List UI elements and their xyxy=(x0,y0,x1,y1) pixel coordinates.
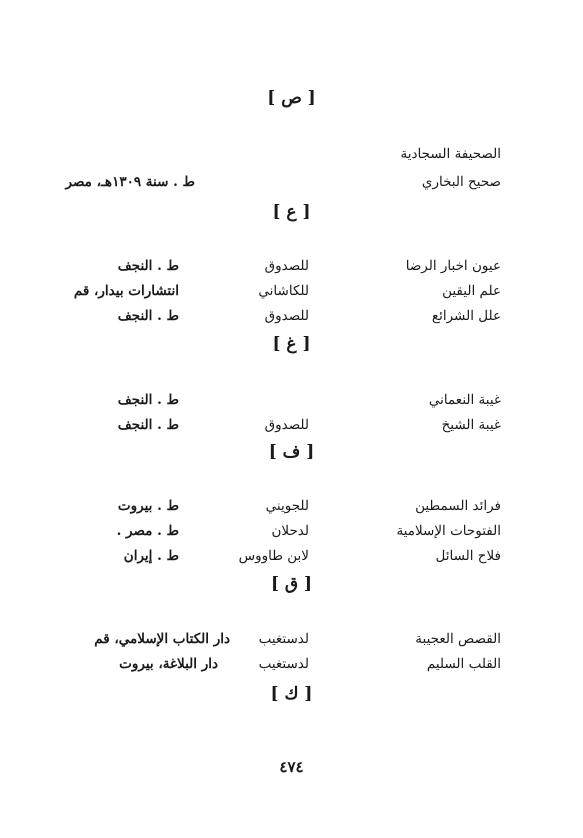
book-author: للجويني xyxy=(265,498,309,514)
book-author: للصدوق xyxy=(264,308,309,324)
book-title: غيبة النعماني xyxy=(428,392,501,408)
list-item xyxy=(0,656,583,680)
book-title: غيبة الشيخ xyxy=(441,417,501,433)
section-letter-fa: [ ف ] xyxy=(268,442,315,462)
page-number: ٤٧٤ xyxy=(279,758,304,776)
section-letter-ghain: [ غ ] xyxy=(272,334,311,354)
book-publisher: انتشارات بيدار، قم xyxy=(73,283,179,299)
book-publisher: ط . النجف xyxy=(117,258,179,274)
book-publisher: ط . النجف xyxy=(117,392,179,408)
list-item xyxy=(0,174,583,198)
book-title: علل الشرائع xyxy=(431,308,501,324)
book-publisher: ط . مصر . xyxy=(116,523,179,539)
book-publisher: دار الكتاب الإسلامي، قم xyxy=(94,631,230,647)
list-item xyxy=(0,392,583,416)
section-letter-ain: [ ع ] xyxy=(272,202,311,222)
list-item xyxy=(0,258,583,282)
book-publisher: ط . بيروت xyxy=(117,498,179,514)
book-title: صحيح البخاري xyxy=(421,174,501,190)
book-author: للصدوق xyxy=(264,417,309,433)
book-title: عيون اخبار الرضا xyxy=(405,258,501,274)
book-publisher: ط . إيران xyxy=(123,548,179,564)
book-publisher: ط . سنة ١٣٠٩هـ، مصر xyxy=(65,174,195,190)
book-title: القلب السليم xyxy=(426,656,501,672)
book-title: الصحيفة السجادية xyxy=(400,146,501,162)
list-item xyxy=(0,146,583,170)
book-author: للصدوق xyxy=(264,258,309,274)
book-author: لابن طاووس xyxy=(238,548,309,564)
book-author: لدستغيب xyxy=(258,631,309,647)
section-letter-qaf: [ ق ] xyxy=(270,574,313,594)
book-title: الفتوحات الإسلامية xyxy=(396,523,501,539)
list-item xyxy=(0,417,583,441)
book-author: لدحلان xyxy=(271,523,309,539)
book-title: فلاح السائل xyxy=(435,548,501,564)
book-title: فرائد السمطين xyxy=(415,498,501,514)
book-title: علم اليقين xyxy=(442,283,501,299)
list-item xyxy=(0,523,583,547)
section-letter-sad: [ ص ] xyxy=(267,88,316,108)
book-author: لدستغيب xyxy=(258,656,309,672)
book-publisher: ط . النجف xyxy=(117,308,179,324)
book-title: القصص العجيبة xyxy=(415,631,501,647)
list-item xyxy=(0,308,583,332)
book-publisher: ط . النجف xyxy=(117,417,179,433)
list-item xyxy=(0,548,583,572)
book-publisher: دار البلاغة، بيروت xyxy=(119,656,218,672)
list-item xyxy=(0,631,583,655)
list-item xyxy=(0,283,583,307)
book-author: للكاشاني xyxy=(258,283,309,299)
list-item xyxy=(0,498,583,522)
section-letter-kaf: [ ك ] xyxy=(270,684,313,704)
